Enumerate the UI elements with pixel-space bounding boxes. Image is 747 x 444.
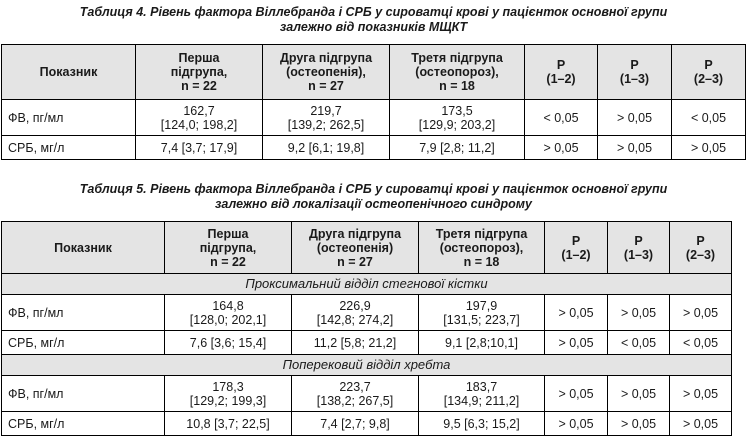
table4-caption-line1: Таблиця 4. Рівень фактора Віллебранда і СРБ у сироватці крові у пацієнток основної групи [79,5,668,19]
table-row [2,136,746,160]
row-label: СРБ, мг/л [2,412,165,436]
table5-header-row [2,222,732,274]
row-label: ФВ, пг/мл [2,100,136,136]
section-title: Проксимальний відділ стегнової кістки [2,274,732,295]
table-row [2,412,732,436]
header-indicator: Показник [2,45,136,100]
table5-caption [0,182,747,212]
cell-group2: 9,2 [6,1; 19,8] [263,136,390,160]
cell-p23: > 0,05 [670,376,732,412]
cell-p13: > 0,05 [608,412,670,436]
cell-group2: 11,2 [5,8; 21,2] [292,331,419,355]
table5-caption-line2: залежно від локалізації остеопенічного синдрому [214,197,533,211]
cell-p12: > 0,05 [545,412,608,436]
table5 [1,221,732,436]
row-label: ФВ, пг/мл [2,295,165,331]
header-group1: Перша підгрупа, n = 22 [165,222,292,274]
cell-p23: < 0,05 [672,100,746,136]
cell-group1: 7,6 [3,6; 15,4] [165,331,292,355]
header-group2: Друга підгрупа (остеопенія) n = 27 [292,222,419,274]
cell-group1: 7,4 [3,7; 17,9] [136,136,263,160]
cell-p12: > 0,05 [545,376,608,412]
header-p12: Р (1–2) [525,45,598,100]
cell-p23: > 0,05 [670,412,732,436]
header-p13: Р (1–3) [598,45,672,100]
table4-header-row [2,45,746,100]
section-row [2,355,732,376]
header-p23: Р (2–3) [670,222,732,274]
cell-p23: > 0,05 [670,295,732,331]
row-label: ФВ, пг/мл [2,376,165,412]
section-title: Поперековий відділ хребта [2,355,732,376]
table-row [2,295,732,331]
cell-p13: > 0,05 [608,376,670,412]
table4-caption [0,5,747,35]
cell-group3: 173,5 [129,9; 203,2] [390,100,525,136]
header-indicator: Показник [2,222,165,274]
cell-group2: 223,7 [138,2; 267,5] [292,376,419,412]
header-p13: Р (1–3) [608,222,670,274]
table4 [1,44,746,160]
header-group2: Друга підгрупа (остеопенія), n = 27 [263,45,390,100]
cell-group3: 9,1 [2,8;10,1] [419,331,545,355]
header-p23: Р (2–3) [672,45,746,100]
cell-p12: > 0,05 [545,331,608,355]
cell-p12: > 0,05 [525,136,598,160]
header-p12: Р (1–2) [545,222,608,274]
cell-group1: 164,8 [128,0; 202,1] [165,295,292,331]
cell-group3: 197,9 [131,5; 223,7] [419,295,545,331]
header-group1: Перша підгрупа, n = 22 [136,45,263,100]
table-row [2,376,732,412]
section-row [2,274,732,295]
row-label: СРБ, мг/л [2,331,165,355]
cell-p13: > 0,05 [598,100,672,136]
cell-group2: 226,9 [142,8; 274,2] [292,295,419,331]
cell-group1: 162,7 [124,0; 198,2] [136,100,263,136]
cell-group3: 9,5 [6,3; 15,2] [419,412,545,436]
cell-group2: 219,7 [139,2; 262,5] [263,100,390,136]
cell-group1: 10,8 [3,7; 22,5] [165,412,292,436]
cell-p13: > 0,05 [598,136,672,160]
cell-group2: 7,4 [2,7; 9,8] [292,412,419,436]
table-row [2,100,746,136]
row-label: СРБ, мг/л [2,136,136,160]
cell-p23: < 0,05 [670,331,732,355]
cell-group3: 183,7 [134,9; 211,2] [419,376,545,412]
table5-caption-line1: Таблиця 5. Рівень фактора Віллебранда і СРБ у сироватці крові у пацієнток основної групи [79,182,668,196]
cell-p13: > 0,05 [608,295,670,331]
cell-p12: > 0,05 [545,295,608,331]
table4-caption-line2: залежно від показників МЩКТ [279,20,468,34]
cell-p12: < 0,05 [525,100,598,136]
cell-p23: > 0,05 [672,136,746,160]
cell-group1: 178,3 [129,2; 199,3] [165,376,292,412]
header-group3: Третя підгрупа (остеопороз), n = 18 [390,45,525,100]
table-row [2,331,732,355]
header-group3: Третя підгрупа (остеопороз), n = 18 [419,222,545,274]
cell-p13: < 0,05 [608,331,670,355]
cell-group3: 7,9 [2,8; 11,2] [390,136,525,160]
